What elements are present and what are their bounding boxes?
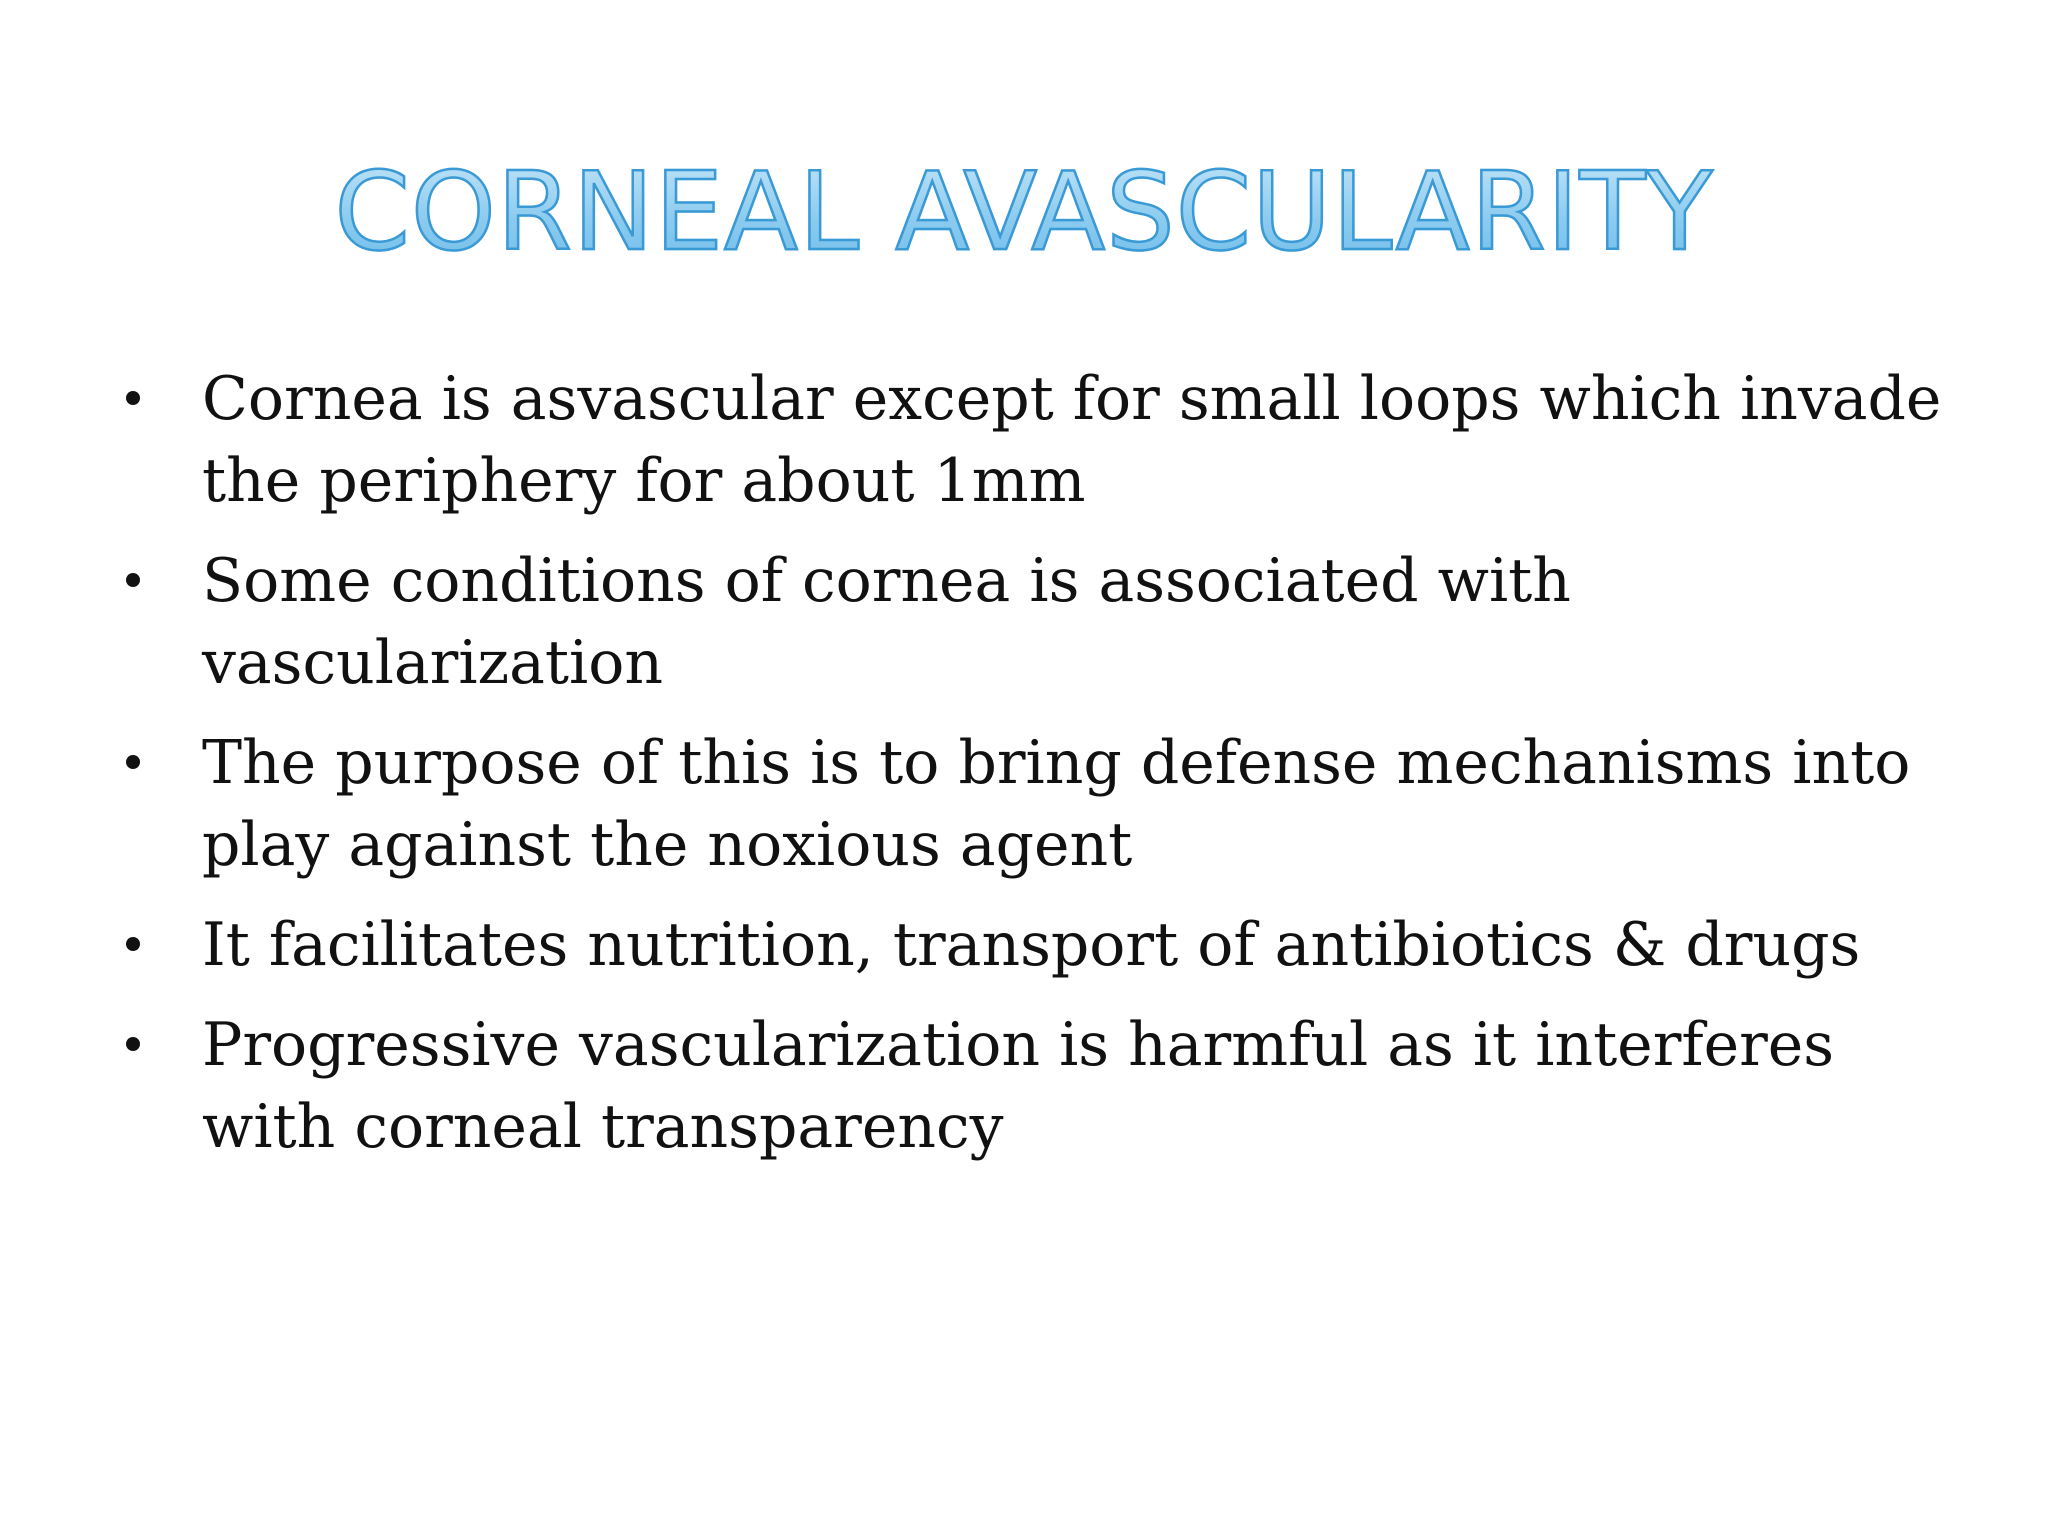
bullet-list xyxy=(118,358,1978,1186)
bullet-text: Progressive vascularization is harmful as it interferes with corneal transparency xyxy=(202,1010,1835,1162)
bullet-item xyxy=(118,722,1978,886)
bullet-marker xyxy=(126,755,140,769)
bullet-text: It facilitates nutrition, transport of antibiotics & drugs xyxy=(202,910,1861,980)
bullet-text: Some conditions of cornea is associated with vascularization xyxy=(202,546,1571,698)
slide-title: CORNEAL AVASCULARITY xyxy=(0,148,2048,278)
bullet-item xyxy=(118,1004,1978,1168)
bullet-item xyxy=(118,904,1978,986)
bullet-marker xyxy=(126,937,140,951)
bullet-marker xyxy=(126,573,140,587)
bullet-marker xyxy=(126,391,140,405)
bullet-item xyxy=(118,540,1978,704)
bullet-text: Cornea is asvascular except for small loops which invade the periphery for about 1mm xyxy=(202,364,1942,516)
bullet-text: The purpose of this is to bring defense mechanisms into play against the noxious agent xyxy=(202,728,1911,880)
bullet-marker xyxy=(126,1037,140,1051)
bullet-item xyxy=(118,358,1978,522)
